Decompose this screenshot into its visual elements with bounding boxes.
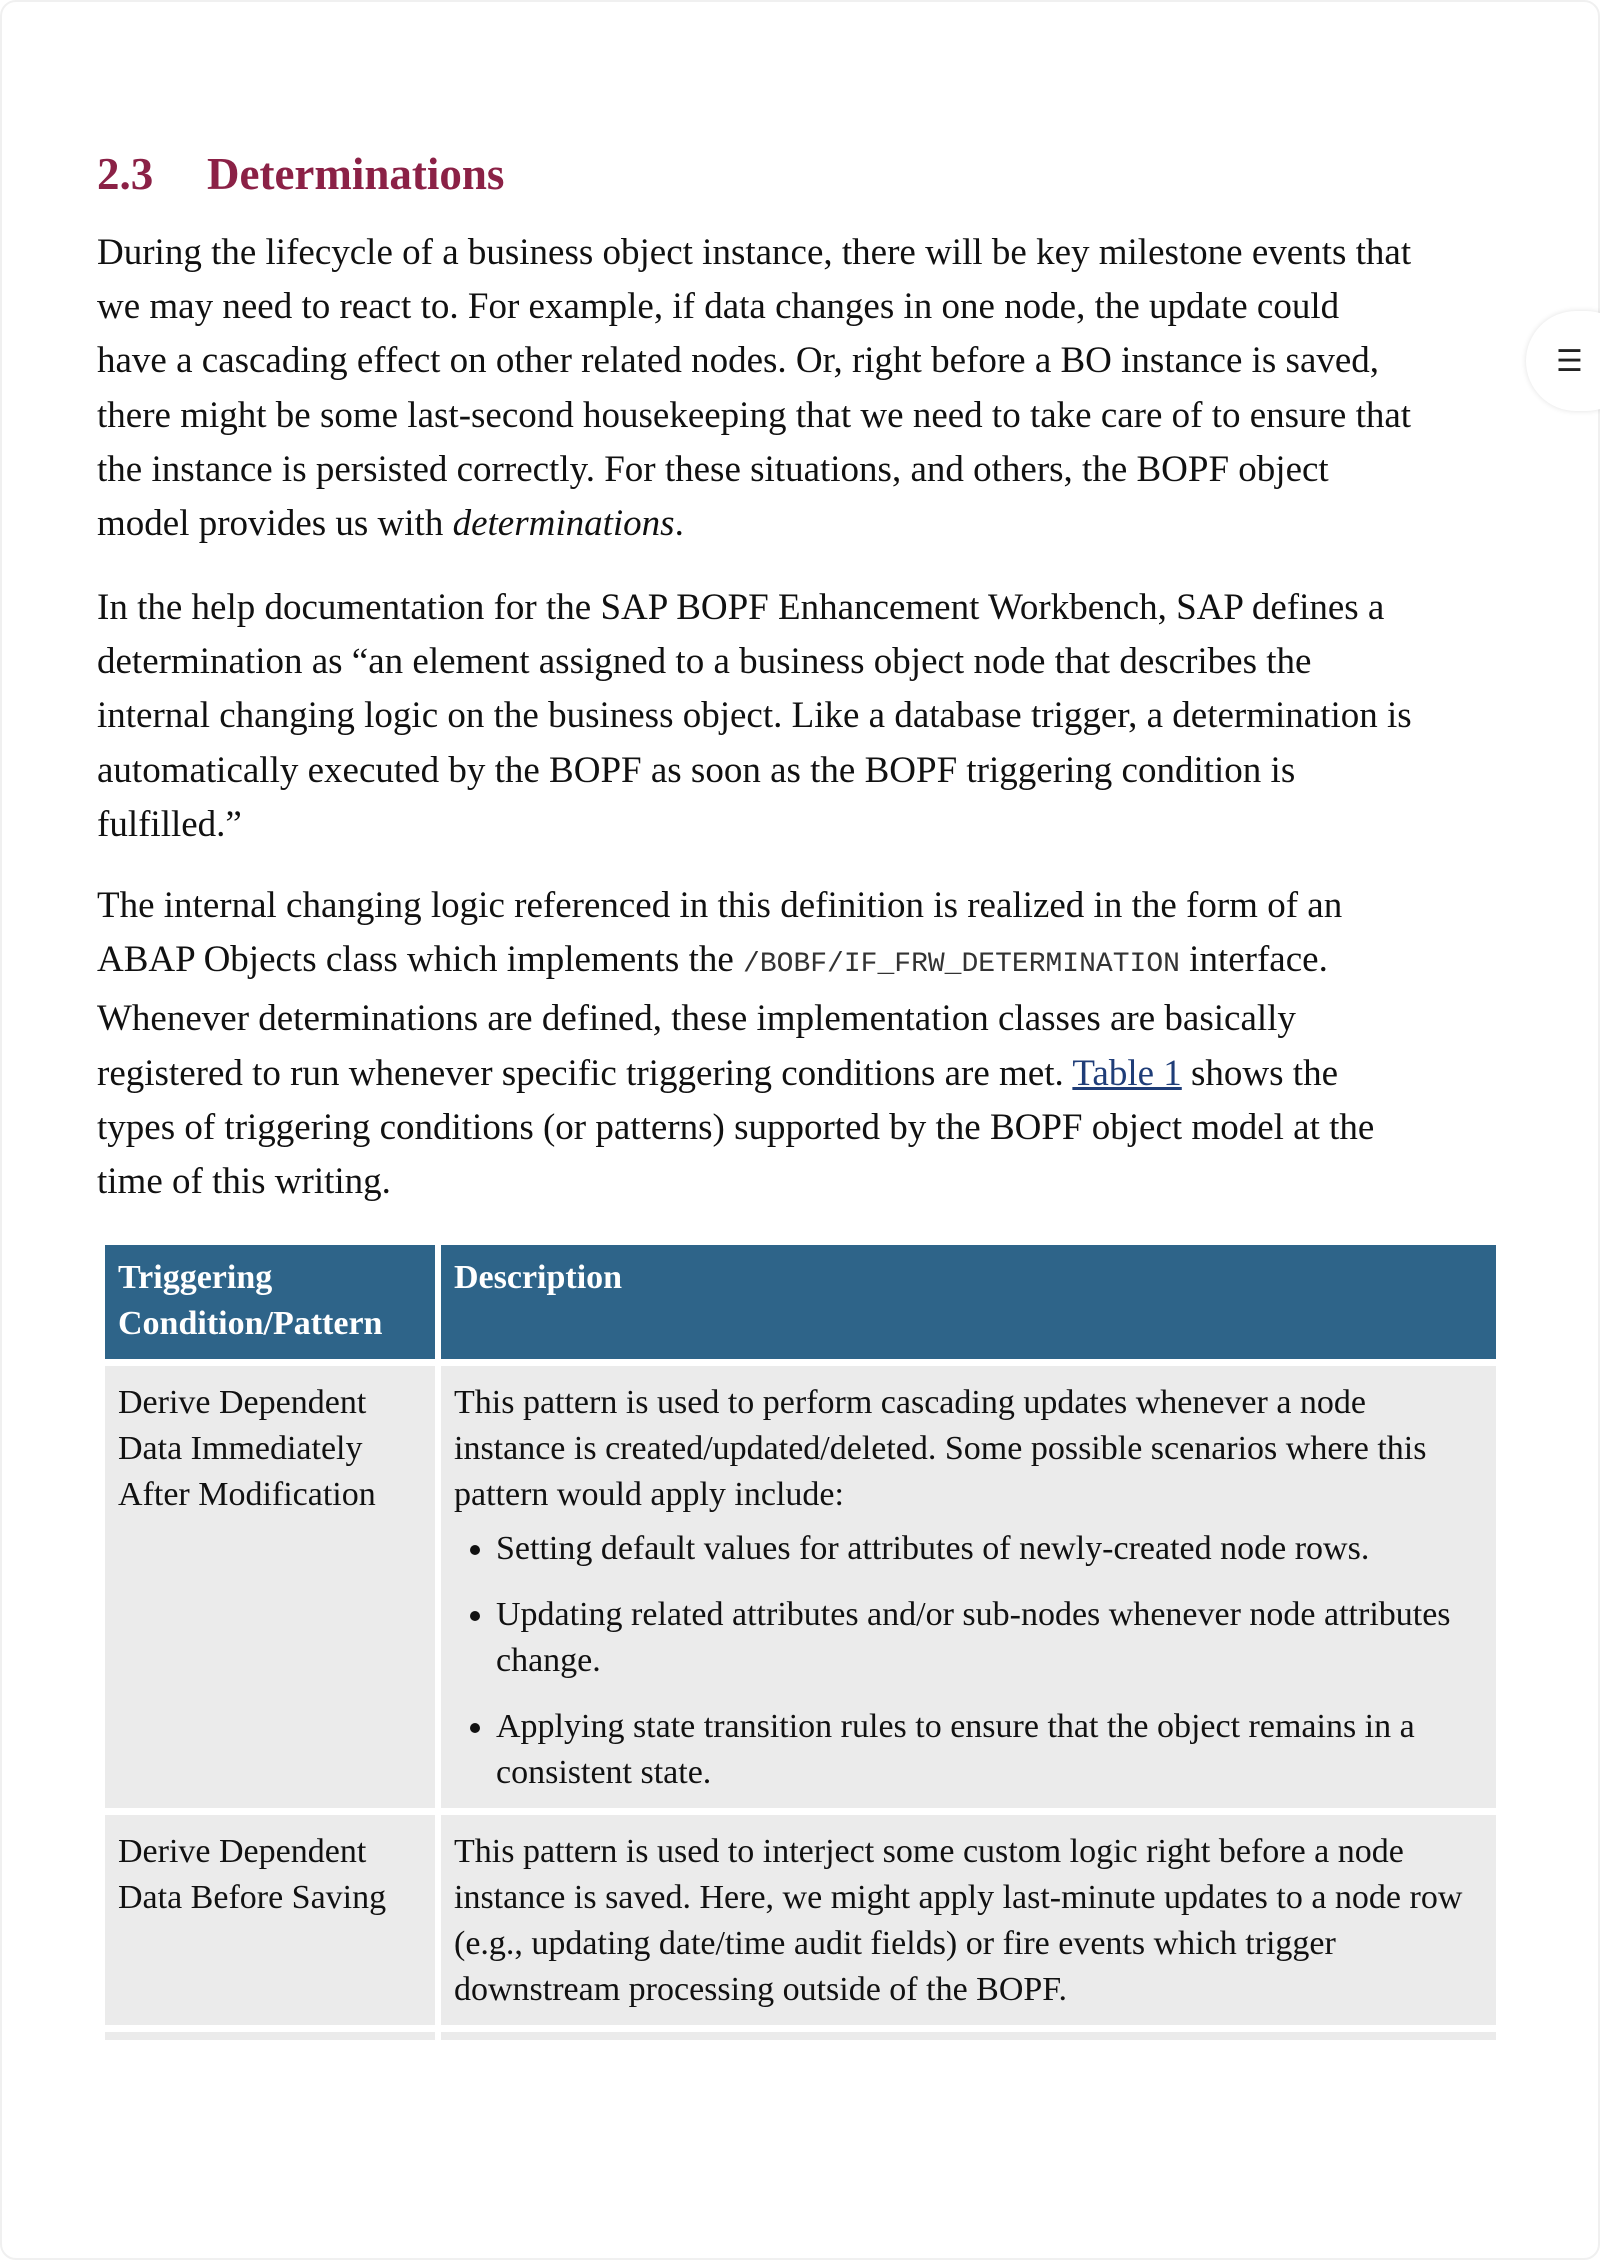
paragraph-2 bbox=[97, 581, 1412, 852]
paragraph-3 bbox=[97, 879, 1374, 1209]
text-span: ABAP Objects class which implements the bbox=[97, 939, 744, 981]
text-line: determination as “an element assigned to a business object node that describes the bbox=[97, 641, 1312, 683]
text-span: model provides us with bbox=[97, 503, 453, 545]
description-text: This pattern is used to perform cascading updates whenever a node instance is created/updated/deleted. Some possible scenarios where this pattern would apply include: bbox=[454, 1384, 1427, 1513]
text-line: there might be some last-second housekeeping that we need to take care of to ensure that bbox=[97, 394, 1412, 436]
italic-term: determinations bbox=[452, 503, 675, 545]
menu-icon: ☰ bbox=[1556, 343, 1583, 379]
condition-cell: Derive Dependent Data Immediately After Modification bbox=[105, 1366, 435, 1808]
header-description: Description bbox=[441, 1245, 1496, 1359]
text-line: During the lifecycle of a business object instance, there will be key milestone events that bbox=[97, 232, 1412, 273]
table-row bbox=[105, 1815, 1496, 2025]
text-span: registered to run whenever specific triggering conditions are met. bbox=[97, 1052, 1073, 1094]
text-span: interface. bbox=[1179, 939, 1328, 981]
text-line: Whenever determinations are defined, these implementation classes are basically bbox=[97, 998, 1296, 1040]
text-line: In the help documentation for the SAP BOPF Enhancement Workbench, SAP defines a bbox=[97, 587, 1385, 628]
text-line: we may need to react to. For example, if data changes in one node, the update could bbox=[97, 286, 1340, 328]
list-item: • Updating related attributes and/or sub-nodes whenever node attributes change. bbox=[496, 1592, 1484, 1684]
text-line: internal changing logic on the business object. Like a database trigger, a determination is bbox=[97, 695, 1412, 737]
text-line: The internal changing logic referenced in this definition is realized in the form of an bbox=[97, 885, 1343, 926]
section-number: 2.3 bbox=[97, 149, 154, 199]
scenario-list bbox=[454, 1526, 1484, 1796]
table-row-partial bbox=[105, 2032, 1496, 2040]
description-cell: This pattern is used to interject some custom logic right before a node instance is saved. Here, we might apply last-minute updates to a node row (e.g., updating date/time audit fields) or fire events which trigger downstream processing outside of the BOPF. bbox=[441, 1815, 1496, 2025]
text-line bbox=[97, 1047, 1374, 1101]
text-line: automatically executed by the BOPF as soon as the BOPF triggering condition is bbox=[97, 749, 1296, 791]
table-header-row bbox=[105, 1245, 1496, 1359]
triggering-conditions-table bbox=[99, 1238, 1502, 2047]
list-item: • Applying state transition rules to ensure that the object remains in a consistent state. bbox=[496, 1704, 1484, 1796]
text-line: fulfilled.” bbox=[97, 803, 242, 845]
text-line: have a cascading effect on other related nodes. Or, right before a BO instance is saved, bbox=[97, 340, 1380, 382]
code-interface-name: /BOBF/IF_FRW_DETERMINATION bbox=[743, 949, 1180, 981]
section-heading bbox=[97, 146, 504, 202]
table-row bbox=[105, 1366, 1496, 1808]
text-line: the instance is persisted correctly. For these situations, and others, the BOPF object bbox=[97, 448, 1329, 490]
condition-cell: Derive Dependent Data Before Saving bbox=[105, 1815, 435, 2025]
text-span: shows the bbox=[1181, 1052, 1339, 1094]
description-cell bbox=[441, 1366, 1496, 1808]
menu-button[interactable] bbox=[1526, 311, 1600, 411]
section-title: Determinations bbox=[207, 149, 505, 199]
text-line bbox=[97, 933, 1374, 992]
paragraph-1 bbox=[97, 226, 1411, 551]
list-item: • Setting default values for attributes of newly-created node rows. bbox=[496, 1526, 1484, 1572]
text-span: . bbox=[674, 503, 684, 545]
condition-cell bbox=[105, 2032, 435, 2040]
table-1-link[interactable]: Table 1 bbox=[1072, 1052, 1182, 1094]
text-line: time of this writing. bbox=[97, 1161, 391, 1203]
header-condition: Triggering Condition/Pattern bbox=[105, 1245, 435, 1359]
description-cell bbox=[441, 2032, 1496, 2040]
text-line bbox=[97, 497, 1411, 551]
text-line: types of triggering conditions (or patterns) supported by the BOPF object model at the bbox=[97, 1106, 1375, 1148]
